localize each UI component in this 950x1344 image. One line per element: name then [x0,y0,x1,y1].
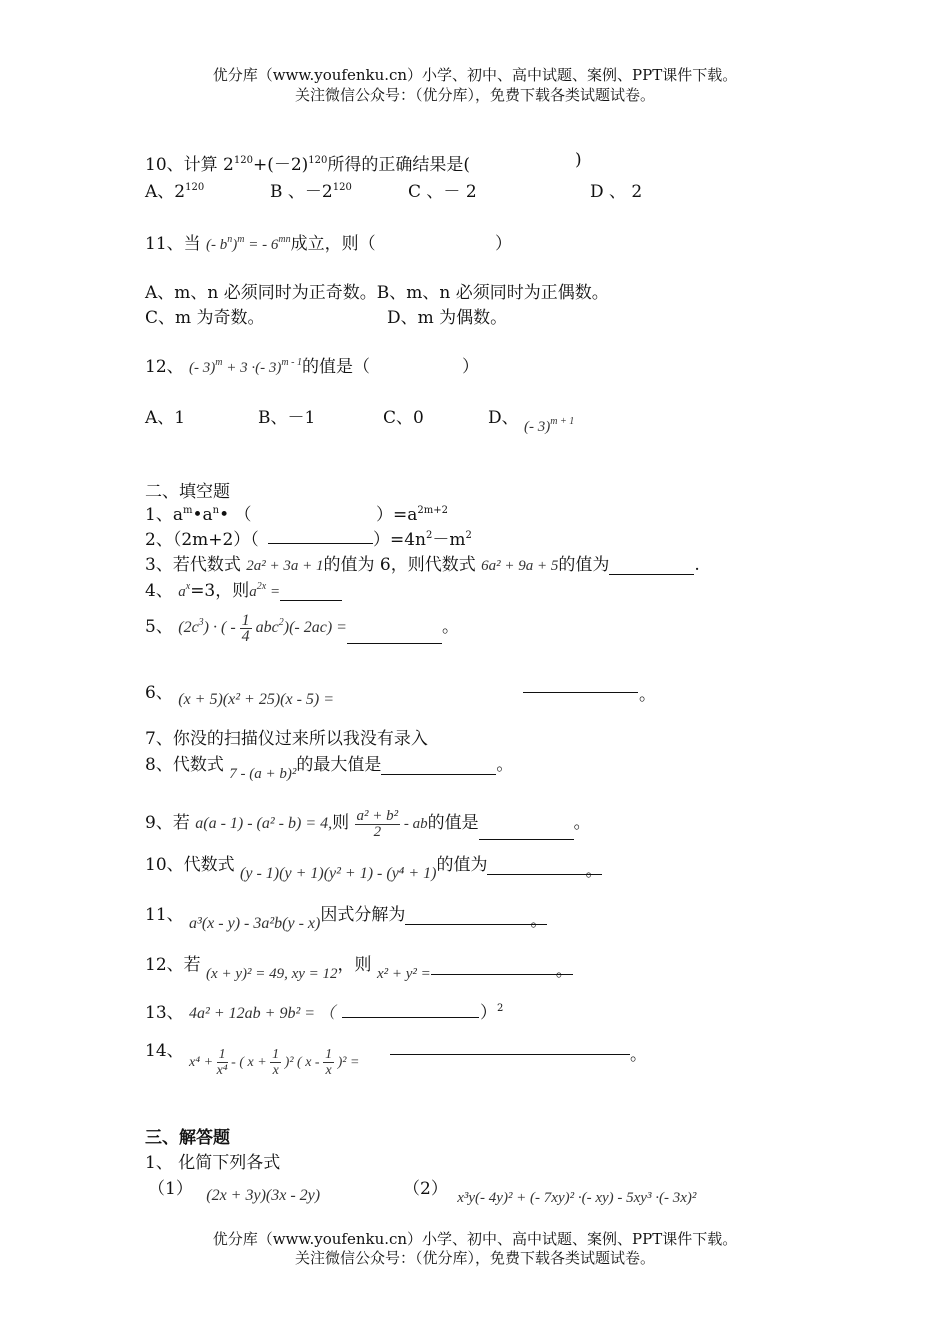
mc-question-11-close: ） [495,234,512,254]
fill-q9-answer-blank[interactable] [479,821,574,840]
fill-section-title: 二、填空题 [145,482,230,502]
mc-q10-option-d: D 、 2 [590,182,643,202]
footer-line-1: 优分库（www.youfenku.cn）小学、初中、高中试题、案例、PPT课件下载。 [212,1230,738,1248]
fill-question-10: 10、代数式 (y - 1)(y + 1)(y² + 1) - (y⁴ + 1)的值为 。 [145,855,603,882]
fill-q3-answer-blank[interactable] [609,556,694,575]
fill-q4-answer-blank[interactable] [280,582,342,601]
header-line-2: 关注微信公众号：（优分库），免费下载各类试题试卷。 [294,86,655,104]
header-line-1: 优分库（www.youfenku.cn）小学、初中、高中试题、案例、PPT课件下载。 [212,66,738,84]
fill-q13-answer-line [342,1017,479,1018]
fill-q11-answer-blank[interactable]: 。 [405,906,547,925]
footer-line-2: 关注微信公众号：（优分库），免费下载各类试题试卷。 [294,1249,655,1267]
fill-question-5: 5、 $(2c^3)$ · ( - $\frac{1}{4}$ abc$^2$)(- 2ac) = 。 [145,611,459,645]
fill-q2-answer-line [268,543,373,544]
fill-question-13-close: ）$^2$ [480,1003,504,1023]
mc-question-12: 12、 (- 3)$^m$ + 3 ·(- 3)$^{m - 1}$的值是（ [145,357,370,377]
fill-q12-answer-blank[interactable]: 。 [431,956,573,975]
fill-question-4: 4、 $a^x=3$，则$a^{2x}$ = [145,576,342,601]
solve-question-1-title: 1、 化简下列各式 [145,1153,281,1173]
fill-question-14-end: 。 [630,1045,647,1065]
mc-question-12-close: ） [462,357,479,377]
mc-question-11: 11、当 (- $b^n)^m$ = - $6^{mn}$成立，则（ [145,234,376,254]
fill-q10-answer-blank[interactable]: 。 [487,856,602,875]
mc-q10-option-b: B 、$-2^{120}$ [270,182,352,202]
mc-q12-option-c: C、0 [383,408,424,428]
solve-section-title: 三、解答题 [145,1128,230,1148]
fill-question-12: 12、若 (x + y)² = 49, xy = 12，则 x² + y² = 。 [145,955,573,982]
fill-q14-answer-line [390,1054,630,1055]
mc-q10-option-a: A、$2^{120}$ [145,182,205,202]
solve-part-1: （1） (2x + 3y)(3x - 2y) [148,1179,321,1204]
fill-question-6-end: 。 [639,685,656,705]
fill-q8-answer-blank[interactable] [381,756,496,775]
fill-question-1: 1、$a^m•a^n•$ （ [145,505,252,525]
fill-question-2: 2、（2m+2）（ [145,530,259,550]
fill-q5-answer-blank[interactable] [347,625,442,644]
fill-question-8: 8、代数式 7 - (a + b)²的最大值是 。 [145,755,514,782]
mc-q11-option-c: C、m 为奇数。 [145,308,265,328]
mc-q12-option-b: B、－1 [258,408,316,428]
fill-q6-answer-line [523,692,638,693]
fill-question-7: 7、你没的扫描仪过来所以我没有录入 [145,729,428,749]
solve-part-2: （2） x³y(- 4y)² + (- 7xy)² ·(- xy) - 5xy³ ·(- 3x)² [403,1179,697,1206]
fill-question-9: 9、若 a(a - 1) - (a² - b) = 4,则 $\frac{\text{a² + b²}}{2}$ - ab的值是 。 [145,808,591,841]
fill-question-3: 3、若代数式 2a² + 3a + 1的值为 6，则代数式 6a² + 9a + 5的值为 . [145,555,700,575]
mc-q11-option-d: D、m 为偶数。 [387,308,508,328]
mc-q11-options-ab: A、m、n 必须同时为正奇数。B、m、n 必须同时为正偶数。 [145,283,609,303]
fill-question-2-rhs: ）$=4n^2-m^2$ [373,530,472,550]
mc-q10-option-c: C 、－ 2 [408,182,477,202]
fill-question-6: 6、 (x + 5)(x² + 25)(x - 5) = [145,683,335,708]
fill-question-1-rhs: ）$=a^{2m+2}$ [376,505,448,525]
mc-q12-option-d: D、 (- 3)$^{m + 1}$ [488,408,575,435]
mc-question-10-close: ) [575,150,582,170]
fill-question-14: 14、 $_{x^4 + \frac{1}{\text{x⁴}} - ( x + \frac{1}{x} )^2 ( x - \frac{1}{x} )^2 =}$ [145,1041,360,1079]
fill-question-11: 11、 a³(x - y) - 3a²b(y - x)因式分解为 。 [145,905,548,932]
mc-q12-option-a: A、1 [145,408,186,428]
fill-question-13: 13、 4a² + 12ab + 9b² = （ [145,1003,336,1023]
mc-question-10: 10、计算 $2^{120}+(-2)^{120}$所得的正确结果是( [145,155,471,175]
